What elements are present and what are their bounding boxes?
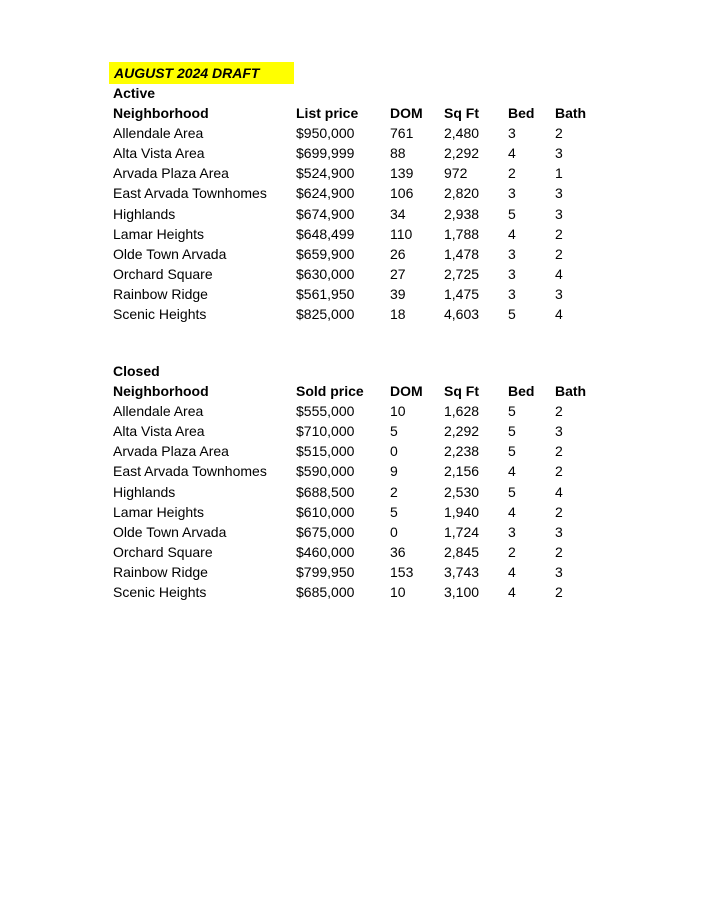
- cell-bath: 3: [555, 563, 563, 580]
- cell-price: $799,950: [296, 563, 355, 580]
- cell-neighborhood: Arvada Plaza Area: [113, 443, 229, 460]
- table-header-row: [113, 381, 595, 401]
- cell-dom: 2: [390, 483, 398, 500]
- cell-sqft: 1,940: [444, 503, 480, 520]
- cell-bath: 2: [555, 463, 563, 480]
- cell-neighborhood: Olde Town Arvada: [113, 523, 227, 540]
- cell-bath: 2: [555, 503, 563, 520]
- cell-bath: 2: [555, 225, 563, 242]
- cell-bath: 3: [555, 285, 563, 302]
- cell-bed: 5: [508, 403, 516, 420]
- active-section-label: Active: [113, 85, 156, 101]
- column-header-sqft: Sq Ft: [444, 105, 479, 122]
- cell-sqft: 2,480: [444, 125, 480, 142]
- cell-sqft: 4,603: [444, 305, 480, 322]
- cell-sqft: 2,292: [444, 145, 480, 162]
- cell-bed: 3: [508, 285, 516, 302]
- cell-neighborhood: East Arvada Townhomes: [113, 185, 267, 202]
- cell-sqft: 2,238: [444, 443, 480, 460]
- cell-bath: 2: [555, 403, 563, 420]
- cell-neighborhood: East Arvada Townhomes: [113, 463, 267, 480]
- cell-bath: 2: [555, 125, 563, 142]
- cell-bed: 3: [508, 185, 516, 202]
- table-row: [113, 401, 595, 421]
- cell-price: $688,500: [296, 483, 355, 500]
- column-header-sqft: Sq Ft: [444, 383, 479, 400]
- table-row: [113, 244, 595, 264]
- cell-bed: 3: [508, 523, 516, 540]
- cell-bath: 2: [555, 543, 563, 560]
- cell-price: $699,999: [296, 145, 355, 162]
- cell-price: $460,000: [296, 543, 355, 560]
- cell-neighborhood: Orchard Square: [113, 265, 213, 282]
- cell-bed: 4: [508, 225, 516, 242]
- cell-neighborhood: Rainbow Ridge: [113, 563, 208, 580]
- column-header-neighborhood: Neighborhood: [113, 383, 209, 400]
- table-row: [113, 224, 595, 244]
- cell-neighborhood: Rainbow Ridge: [113, 285, 208, 302]
- table-row: [113, 304, 595, 324]
- cell-price: $950,000: [296, 125, 355, 142]
- table-row: [113, 123, 595, 143]
- table-row: [113, 183, 595, 203]
- cell-price: $674,900: [296, 205, 355, 222]
- cell-dom: 5: [390, 503, 398, 520]
- table-row: [113, 163, 595, 183]
- cell-sqft: 2,725: [444, 265, 480, 282]
- cell-price: $515,000: [296, 443, 355, 460]
- closed-sales-table: [113, 381, 595, 602]
- cell-price: $524,900: [296, 165, 355, 182]
- cell-dom: 88: [390, 145, 406, 162]
- cell-neighborhood: Lamar Heights: [113, 503, 205, 520]
- cell-dom: 0: [390, 443, 398, 460]
- cell-dom: 153: [390, 563, 414, 580]
- cell-bed: 4: [508, 463, 516, 480]
- cell-price: $648,499: [296, 225, 355, 242]
- cell-bed: 5: [508, 443, 516, 460]
- cell-sqft: 1,788: [444, 225, 480, 242]
- cell-dom: 10: [390, 403, 406, 420]
- cell-bath: 2: [555, 245, 563, 262]
- cell-bed: 5: [508, 483, 516, 500]
- cell-bed: 3: [508, 245, 516, 262]
- cell-dom: 110: [390, 225, 413, 242]
- cell-dom: 139: [390, 165, 414, 182]
- column-header-neighborhood: Neighborhood: [113, 105, 209, 122]
- table-row: [113, 461, 595, 481]
- cell-neighborhood: Highlands: [113, 483, 176, 500]
- cell-dom: 9: [390, 463, 398, 480]
- column-header-bath: Bath: [555, 383, 587, 400]
- cell-bath: 2: [555, 583, 563, 600]
- column-header-price: List price: [296, 105, 359, 122]
- column-header-bed: Bed: [508, 383, 535, 400]
- cell-bath: 4: [555, 265, 563, 282]
- column-header-bath: Bath: [555, 105, 587, 122]
- document-title: AUGUST 2024 DRAFT: [114, 65, 260, 81]
- cell-bed: 3: [508, 265, 516, 282]
- column-header-price: Sold price: [296, 383, 364, 400]
- cell-bed: 4: [508, 563, 516, 580]
- cell-bath: 3: [555, 145, 563, 162]
- cell-bed: 3: [508, 125, 516, 142]
- cell-neighborhood: Alta Vista Area: [113, 145, 205, 162]
- cell-bed: 5: [508, 205, 516, 222]
- table-row: [113, 143, 595, 163]
- cell-dom: 27: [390, 265, 406, 282]
- cell-dom: 18: [390, 305, 406, 322]
- cell-price: $685,000: [296, 583, 355, 600]
- table-row: [113, 481, 595, 501]
- cell-price: $710,000: [296, 423, 355, 440]
- cell-price: $561,950: [296, 285, 355, 302]
- cell-sqft: 2,530: [444, 483, 480, 500]
- table-row: [113, 582, 595, 602]
- cell-sqft: 1,724: [444, 523, 480, 540]
- column-header-dom: DOM: [390, 383, 423, 400]
- cell-bed: 4: [508, 145, 516, 162]
- cell-dom: 10: [390, 583, 406, 600]
- cell-sqft: 1,475: [444, 285, 480, 302]
- table-row: [113, 542, 595, 562]
- table-row: [113, 421, 595, 441]
- cell-price: $624,900: [296, 185, 355, 202]
- cell-bed: 2: [508, 543, 516, 560]
- cell-neighborhood: Scenic Heights: [113, 583, 207, 600]
- cell-sqft: 2,938: [444, 205, 480, 222]
- cell-dom: 39: [390, 285, 406, 302]
- column-header-bed: Bed: [508, 105, 535, 122]
- cell-dom: 34: [390, 205, 406, 222]
- table-row: [113, 284, 595, 304]
- table-row: [113, 203, 595, 223]
- cell-bed: 4: [508, 583, 516, 600]
- cell-bath: 3: [555, 423, 563, 440]
- cell-neighborhood: Scenic Heights: [113, 305, 207, 322]
- cell-price: $630,000: [296, 265, 355, 282]
- cell-sqft: 3,743: [444, 563, 480, 580]
- cell-dom: 26: [390, 245, 406, 262]
- cell-bath: 2: [555, 443, 563, 460]
- cell-sqft: 972: [444, 165, 468, 182]
- cell-neighborhood: Arvada Plaza Area: [113, 165, 229, 182]
- cell-neighborhood: Alta Vista Area: [113, 423, 205, 440]
- cell-price: $590,000: [296, 463, 355, 480]
- cell-price: $675,000: [296, 523, 355, 540]
- cell-price: $825,000: [296, 305, 355, 322]
- table-row: [113, 441, 595, 461]
- cell-bath: 3: [555, 523, 563, 540]
- column-header-dom: DOM: [390, 105, 423, 122]
- cell-dom: 106: [390, 185, 414, 202]
- cell-neighborhood: Allendale Area: [113, 125, 204, 142]
- cell-sqft: 2,156: [444, 463, 480, 480]
- table-row: [113, 502, 595, 522]
- cell-neighborhood: Olde Town Arvada: [113, 245, 227, 262]
- cell-sqft: 1,628: [444, 403, 480, 420]
- cell-sqft: 2,292: [444, 423, 480, 440]
- cell-dom: 36: [390, 543, 406, 560]
- cell-neighborhood: Allendale Area: [113, 403, 204, 420]
- cell-neighborhood: Orchard Square: [113, 543, 213, 560]
- cell-price: $555,000: [296, 403, 355, 420]
- cell-sqft: 1,478: [444, 245, 480, 262]
- cell-bath: 4: [555, 305, 563, 322]
- cell-price: $659,900: [296, 245, 355, 262]
- table-header-row: [113, 103, 595, 123]
- table-row: [113, 522, 595, 542]
- cell-bed: 5: [508, 305, 516, 322]
- cell-sqft: 2,845: [444, 543, 480, 560]
- cell-neighborhood: Lamar Heights: [113, 225, 205, 242]
- cell-bed: 4: [508, 503, 516, 520]
- closed-section-label: Closed: [113, 363, 160, 379]
- cell-dom: 0: [390, 523, 398, 540]
- cell-bath: 4: [555, 483, 563, 500]
- cell-bed: 5: [508, 423, 516, 440]
- cell-bath: 3: [555, 205, 563, 222]
- cell-price: $610,000: [296, 503, 355, 520]
- table-row: [113, 562, 595, 582]
- cell-sqft: 3,100: [444, 583, 480, 600]
- active-listings-table: [113, 103, 595, 324]
- table-row: [113, 264, 595, 284]
- cell-dom: 761: [390, 125, 414, 142]
- cell-bed: 2: [508, 165, 516, 182]
- cell-sqft: 2,820: [444, 185, 480, 202]
- cell-neighborhood: Highlands: [113, 205, 176, 222]
- cell-dom: 5: [390, 423, 398, 440]
- cell-bath: 3: [555, 185, 563, 202]
- cell-bath: 1: [555, 165, 563, 182]
